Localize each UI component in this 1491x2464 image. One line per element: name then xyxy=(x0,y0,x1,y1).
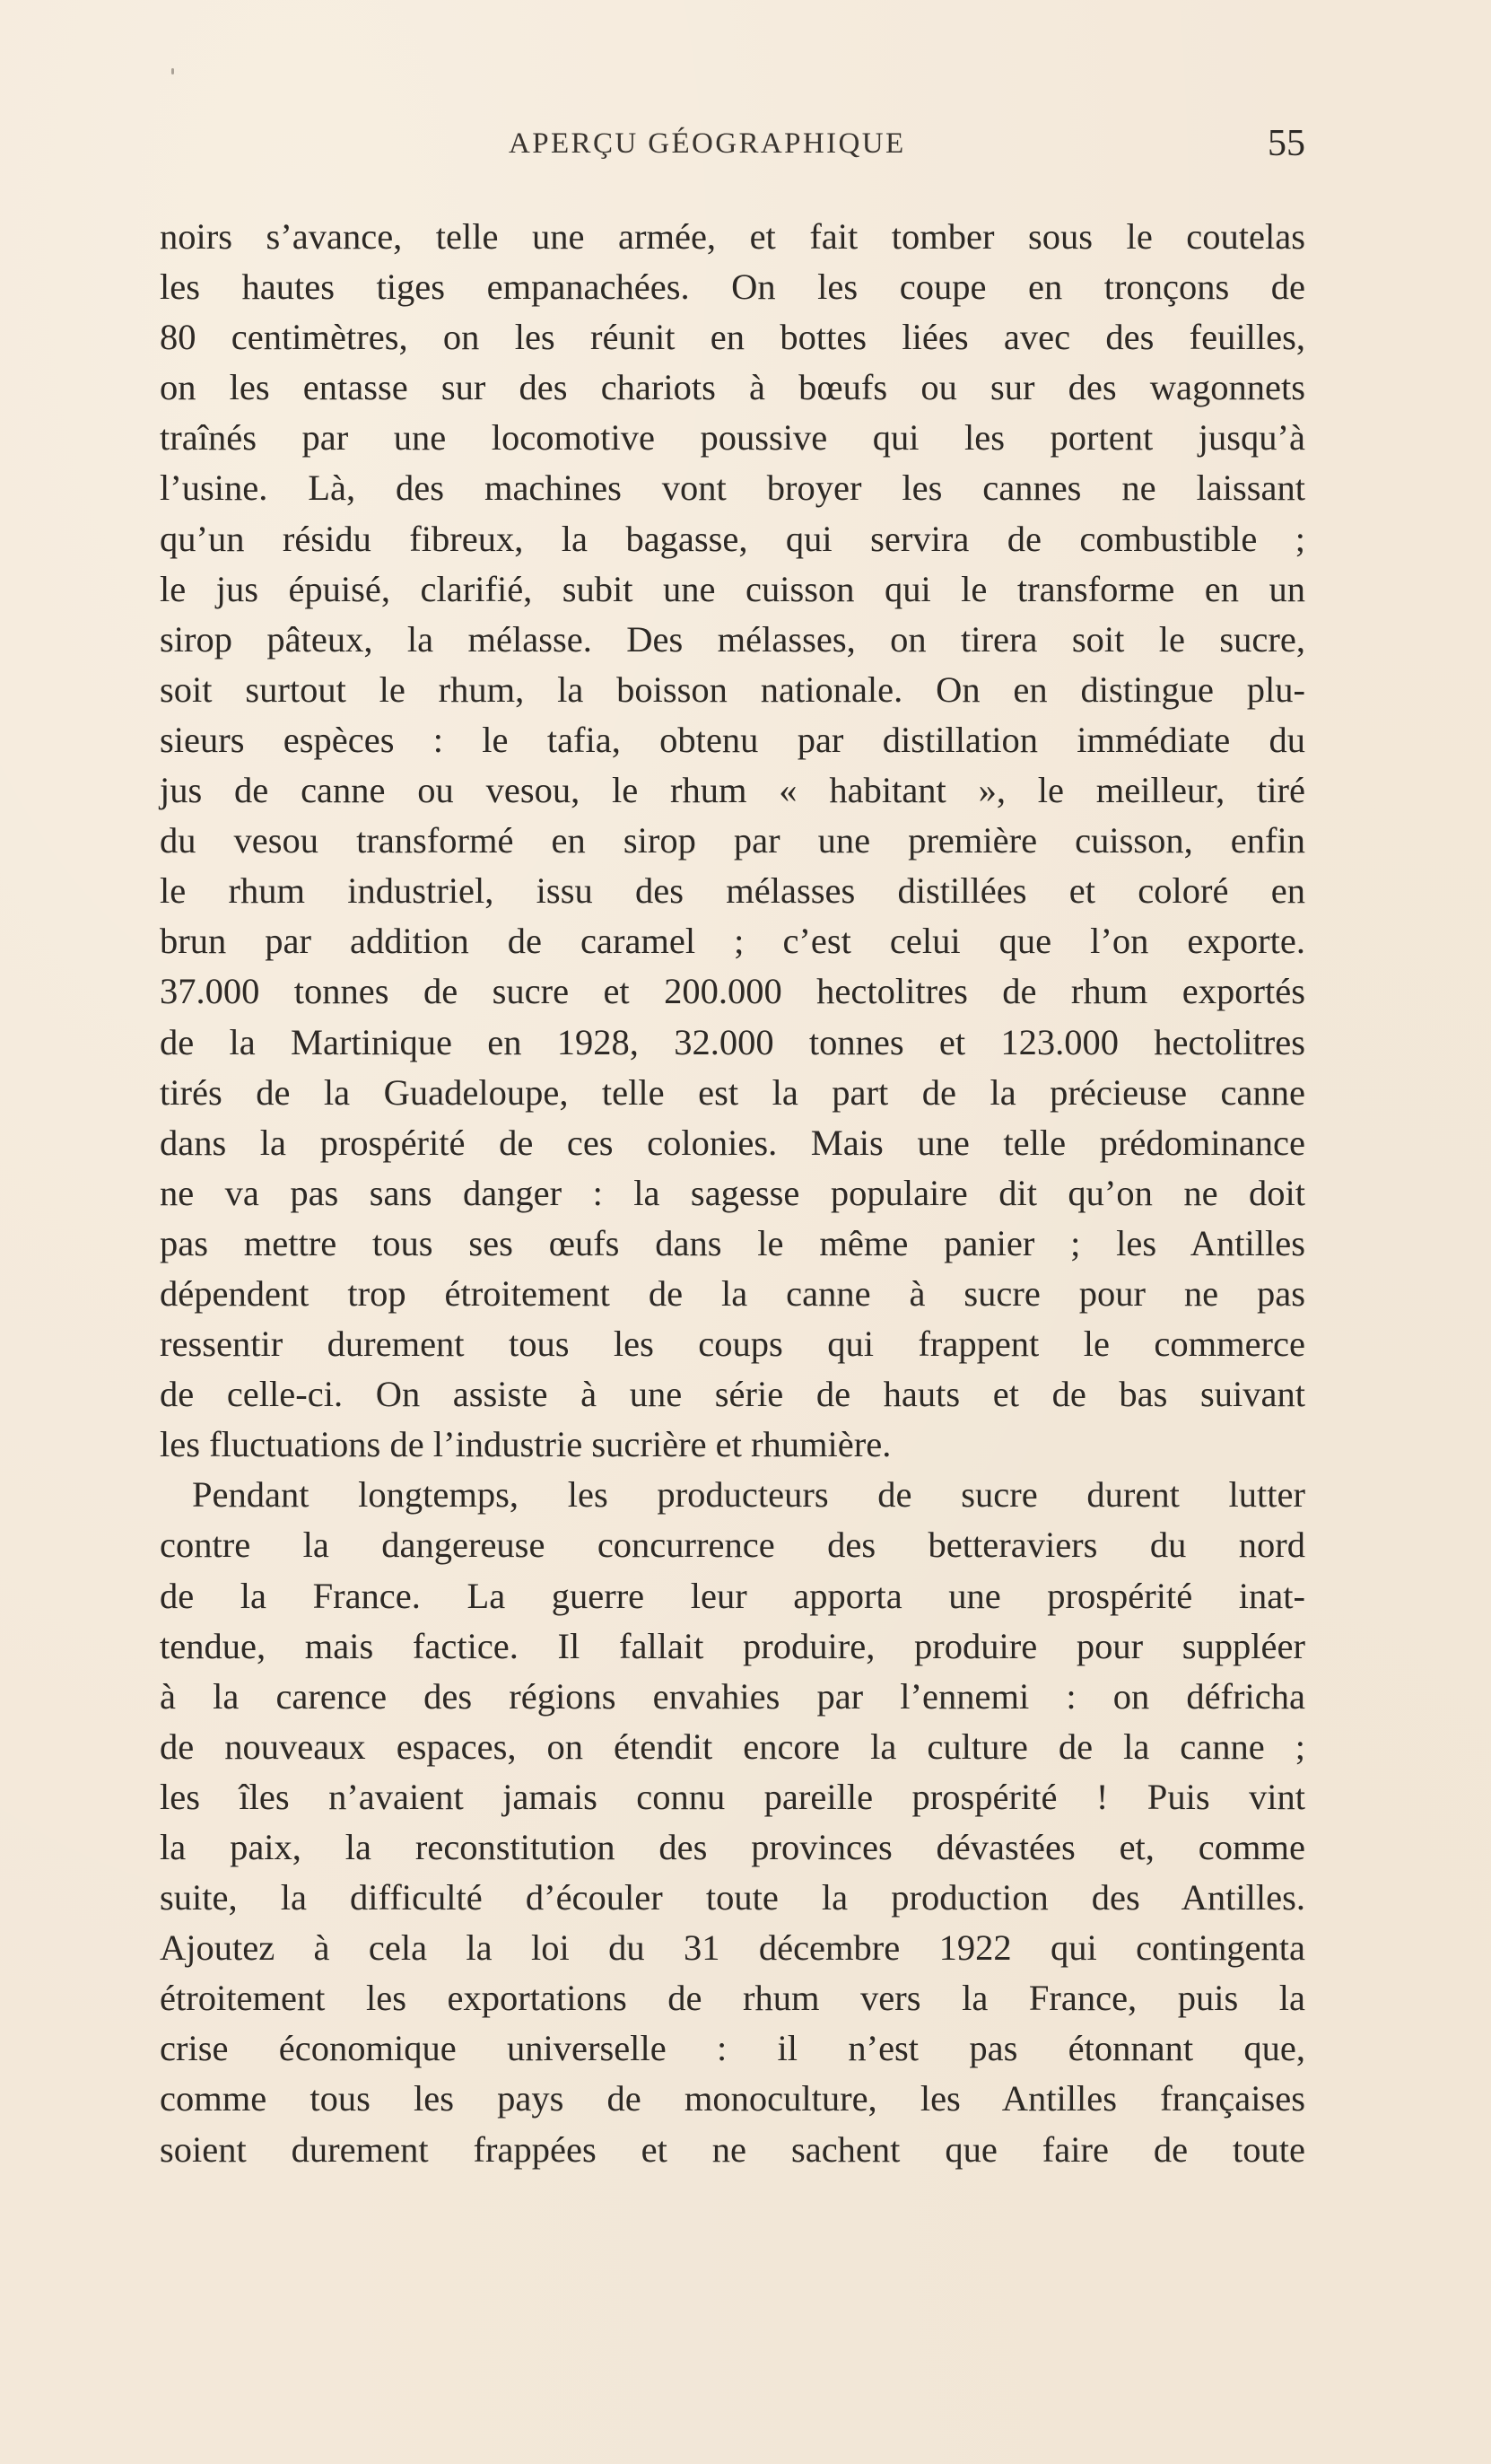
text-line: les fluctuations de l’industrie sucrière et rhumière. xyxy=(160,1424,892,1465)
text-line: tendue, mais factice. Il fallait produire, produire pour suppléer xyxy=(160,1625,1305,1666)
text-line: de la France. La guerre leur apporta une prospérité inat- xyxy=(160,1575,1305,1616)
body-text xyxy=(160,212,1305,2175)
text-line: noirs s’avance, telle une armée, et fait tomber sous le coutelas xyxy=(160,216,1305,257)
text-line: la paix, la reconstitution des provinces dévastées et, comme xyxy=(160,1827,1305,1867)
text-line: soient durement frappées et ne sachent que faire de toute xyxy=(160,2128,1305,2170)
text-line: crise économique universelle : il n’est pas étonnant que, xyxy=(160,2028,1305,2069)
text-line: brun par addition de caramel ; c’est celui que l’on exporte. xyxy=(160,921,1305,962)
text-line: ressentir durement tous les coups qui frappent le commerce xyxy=(160,1324,1305,1365)
text-line: l’usine. Là, des machines vont broyer les cannes ne laissant xyxy=(160,467,1305,509)
text-line: sirop pâteux, la mélasse. Des mélasses, on tirera soit le sucre, xyxy=(160,618,1305,660)
text-line: traînés par une locomotive poussive qui les portent jusqu’à xyxy=(160,417,1305,459)
text-line: pas mettre tous ses œufs dans le même panier ; les Antilles xyxy=(160,1222,1305,1263)
text-line: dépendent trop étroitement de la canne à sucre pour ne pas xyxy=(160,1272,1305,1314)
text-line: jus de canne ou vesou, le rhum « habitant », le meilleur, tiré xyxy=(160,770,1305,811)
text-line: Ajoutez à cela la loi du 31 décembre 1922 qui contingenta xyxy=(160,1927,1305,1969)
text-line: Pendant longtemps, les producteurs de sucre durent lutter xyxy=(192,1474,1305,1516)
text-line: on les entasse sur des chariots à bœufs ou sur des wagonnets xyxy=(160,367,1305,408)
text-line: le rhum industriel, issu des mélasses distillées et coloré en xyxy=(160,870,1305,912)
text-line: contre la dangereuse concurrence des betteraviers du nord xyxy=(160,1525,1305,1566)
text-line: dans la prospérité de ces colonies. Mais une telle prédominance xyxy=(160,1122,1305,1163)
paper-speck xyxy=(171,68,174,74)
text-line: à la carence des régions envahies par l’ennemi : on défricha xyxy=(160,1675,1305,1717)
paragraph xyxy=(160,212,1305,1470)
text-line: de la Martinique en 1928, 32.000 tonnes et 123.000 hectolitres xyxy=(160,1021,1305,1062)
text-line: de nouveaux espaces, on étendit encore la culture de la canne ; xyxy=(160,1726,1305,1767)
text-line: suite, la difficulté d’écouler toute la production des Antilles. xyxy=(160,1877,1305,1918)
text-line: ne va pas sans danger : la sagesse populaire dit qu’on ne doit xyxy=(160,1172,1305,1213)
page-number: 55 xyxy=(1268,123,1305,164)
text-line: qu’un résidu fibreux, la bagasse, qui servira de combustible ; xyxy=(160,518,1305,559)
text-line: le jus épuisé, clarifié, subit une cuisson qui le transforme en un xyxy=(160,568,1305,609)
text-line: du vesou transformé en sirop par une première cuisson, enfin xyxy=(160,820,1305,861)
text-line: étroitement les exportations de rhum vers la France, puis la xyxy=(160,1978,1305,2019)
text-line: tirés de la Guadeloupe, telle est la part de la précieuse canne xyxy=(160,1071,1305,1113)
text-line: de celle-ci. On assiste à une série de hauts et de bas suivant xyxy=(160,1374,1305,1415)
text-line: soit surtout le rhum, la boisson nationale. On en distingue plu- xyxy=(160,668,1305,710)
text-line: les hautes tiges empanachées. On les coupe en tronçons de xyxy=(160,266,1305,308)
text-line: 80 centimètres, on les réunit en bottes liées avec des feuilles, xyxy=(160,317,1305,358)
running-header xyxy=(160,124,1305,163)
text-line: 37.000 tonnes de sucre et 200.000 hectolitres de rhum exportés xyxy=(160,971,1305,1012)
paragraphs-container xyxy=(160,212,1305,2175)
text-line: les îles n’avaient jamais connu pareille prospérité ! Puis vint xyxy=(160,1776,1305,1817)
text-line: sieurs espèces : le tafia, obtenu par distillation immédiate du xyxy=(160,719,1305,760)
running-title: APERÇU GÉOGRAPHIQUE xyxy=(509,127,906,160)
text-line: comme tous les pays de monoculture, les Antilles françaises xyxy=(160,2078,1305,2119)
paragraph xyxy=(160,1470,1305,2174)
